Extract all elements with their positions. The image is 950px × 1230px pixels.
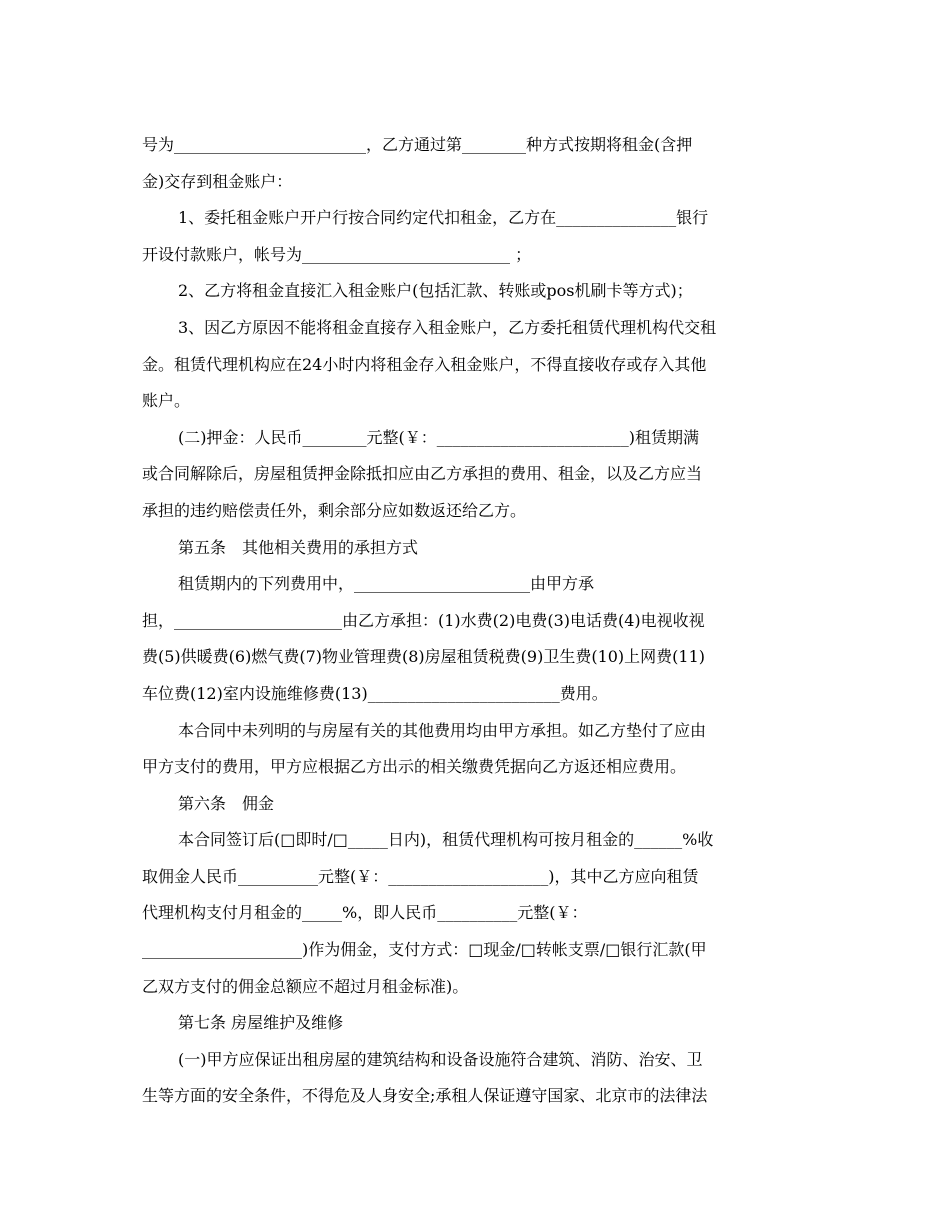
text-line: 本合同中未列明的与房屋有关的其他费用均由甲方承担。如乙方垫付了应由 xyxy=(178,720,707,740)
text-line: 金)交存到租金账户： xyxy=(142,171,293,191)
text-line: 取佣金人民币__________元整(￥：____________________)，其中乙方应向租赁 xyxy=(142,866,699,886)
text-line: 第五条 其他相关费用的承担方式 xyxy=(178,537,419,557)
text-line: 第七条 房屋维护及维修 xyxy=(178,1013,344,1033)
text-line: 号为________________________，乙方通过第________种方式按期将租金(含押 xyxy=(142,135,693,154)
text-line: 1、委托租金账户开户行按合同约定代扣租金，乙方在_______________银行 xyxy=(178,208,709,228)
document-page xyxy=(142,127,812,1115)
text-line: 担，_____________________由乙方承担：(1)水费(2)电费(3)电话费(4)电视收视 xyxy=(142,610,705,630)
text-line: (一)甲方应保证出租房屋的建筑结构和设备设施符合建筑、消防、治安、卫 xyxy=(178,1049,703,1069)
text-line: 3、因乙方原因不能将租金直接存入租金账户，乙方委托租赁代理机构代交租 xyxy=(178,317,717,337)
text-line: 生等方面的安全条件，不得危及人身安全;承租人保证遵守国家、北京市的法律法 xyxy=(142,1086,708,1106)
text-line: ____________________)作为佣金，支付方式：□现金/□转帐支票/□银行汇款(甲 xyxy=(142,940,707,960)
text-line: 车位费(12)室内设施维修费(13)________________________费用。 xyxy=(142,683,608,703)
text-line: 金。租赁代理机构应在24小时内将租金存入租金账户，不得直接收存或存入其他 xyxy=(142,354,707,374)
text-line: 费(5)供暖费(6)燃气费(7)物业管理费(8)房屋租赁税费(9)卫生费(10)上网费(11) xyxy=(142,647,706,667)
text-line: 第六条 佣金 xyxy=(178,793,275,813)
text-line: 开设付款账户，帐号为__________________________ ； xyxy=(142,244,532,264)
text-line: 本合同签订后(□即时/□_____日内)，租赁代理机构可按月租金的______%收 xyxy=(178,830,714,850)
text-line: 承担的违约赔偿责任外，剩余部分应如数返还给乙方。 xyxy=(142,500,527,520)
text-line: (二)押金：人民币________元整(￥：________________________)租赁期满 xyxy=(178,427,699,447)
text-line: 代理机构支付月租金的_____%，即人民币__________元整(￥： xyxy=(142,903,588,923)
text-line: 租赁期内的下列费用中，______________________由甲方承 xyxy=(178,574,595,594)
text-line: 账户。 xyxy=(142,391,191,411)
text-line: 甲方支付的费用，甲方应根据乙方出示的相关缴费凭据向乙方返还相应费用。 xyxy=(142,757,687,777)
text-line: 乙双方支付的佣金总额应不超过月租金标准)。 xyxy=(142,976,469,996)
text-line: 或合同解除后，房屋租赁押金除抵扣应由乙方承担的费用、租金，以及乙方应当 xyxy=(142,464,703,484)
text-line: 2、乙方将租金直接汇入租金账户(包括汇款、转账或pos机刷卡等方式)； xyxy=(178,281,693,301)
